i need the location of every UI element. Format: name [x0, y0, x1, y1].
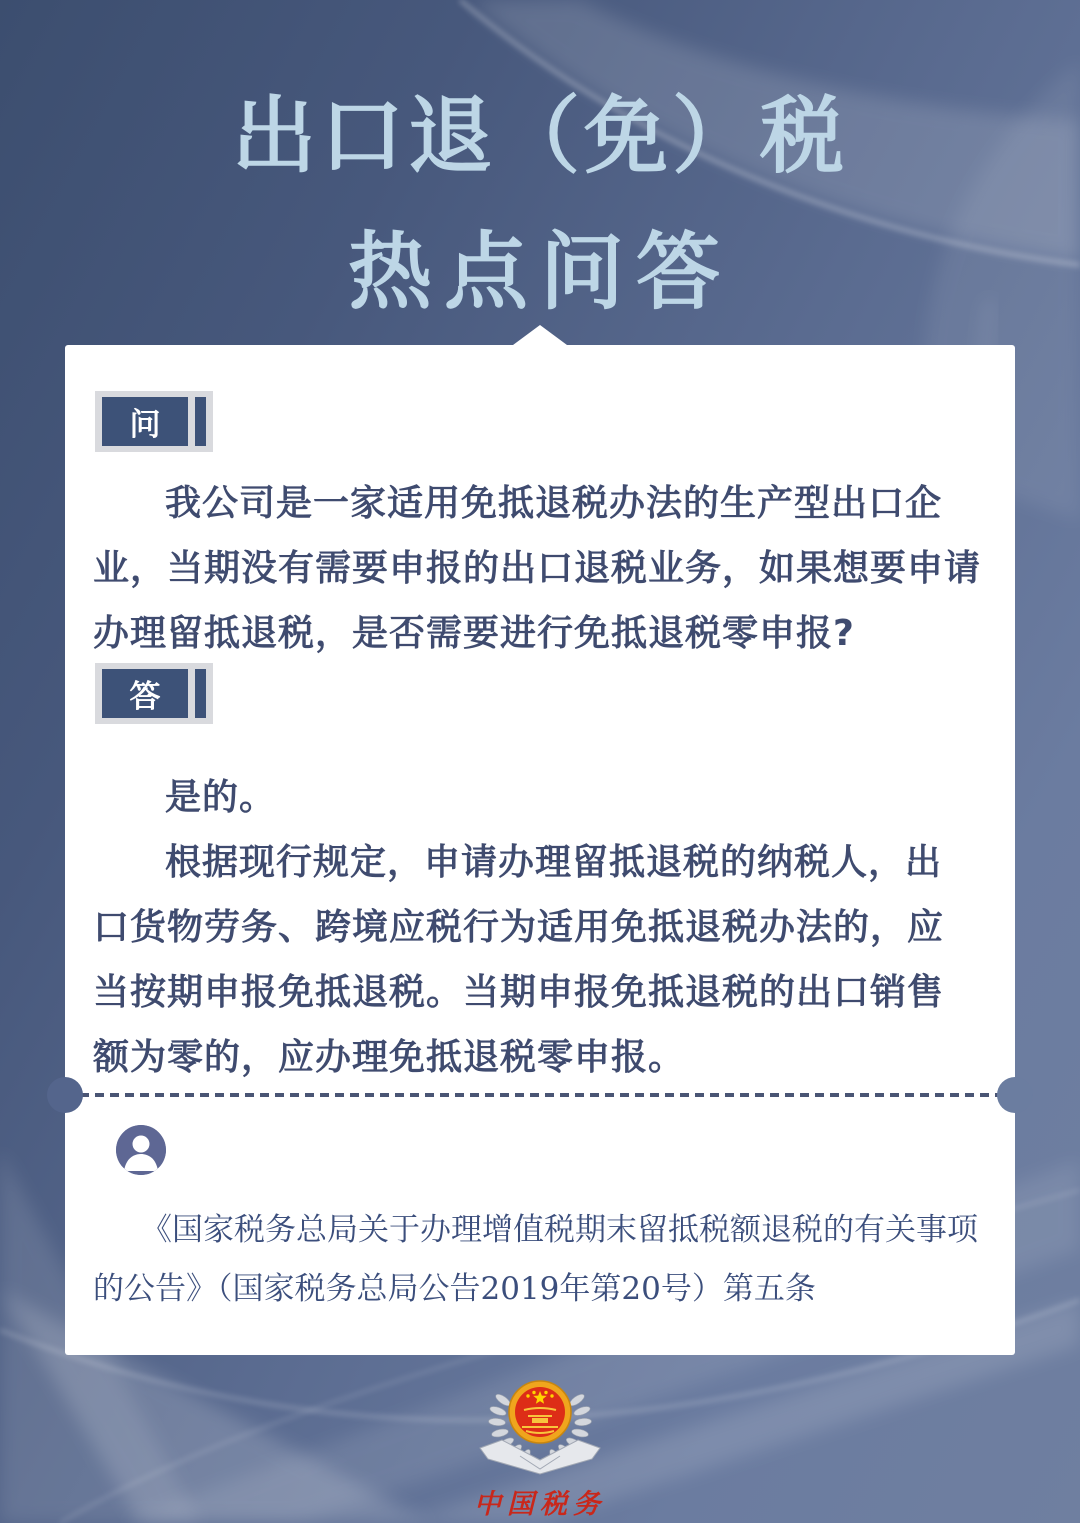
china-tax-emblem-icon [458, 1374, 622, 1480]
question-text-line: 业，当期没有需要申报的出口退税业务，如果想要申请 [93, 548, 982, 589]
citation-text [93, 1201, 998, 1319]
separator-notch-right [997, 1077, 1033, 1113]
question-label-accent-bar [195, 397, 206, 446]
logo-text: 中国税务 [474, 1489, 606, 1520]
answer-text-line: 根据现行规定，申请办理留抵退税的纳税人，出 [165, 842, 943, 883]
citation-line: 的公告》（国家税务总局公告2019年第20号）第五条 [93, 1271, 816, 1307]
qa-card [65, 345, 1015, 1355]
question-label-chip [95, 391, 213, 452]
question-text-line: 我公司是一家适用免抵退税办法的生产型出口企 [165, 483, 943, 524]
dashed-separator [65, 1093, 1015, 1097]
answer-text-line: 口货物劳务、跨境应税行为适用免抵退税办法的，应 [93, 907, 945, 948]
footer-logo [458, 1374, 622, 1521]
poster-title-line2: 热点问答 [347, 222, 732, 321]
question-text [93, 471, 998, 666]
person-avatar-icon [116, 1125, 166, 1175]
card-top-pointer [513, 325, 567, 345]
citation-line: 《国家税务总局关于办理增值税期末留抵税额退税的有关事项 [141, 1212, 978, 1248]
answer-text [93, 765, 998, 1090]
answer-label-chip [95, 663, 213, 724]
answer-label: 答 [102, 669, 188, 718]
separator-notch-left [47, 1077, 83, 1113]
answer-text-line: 额为零的，应办理免抵退税零申报。 [93, 1037, 686, 1078]
answer-label-accent-bar [195, 669, 206, 718]
answer-text-line: 是的。 [165, 777, 277, 818]
answer-text-line: 当按期申报免抵退税。当期申报免抵退税的出口销售 [93, 972, 945, 1013]
question-text-line: 办理留抵退税，是否需要进行免抵退税零申报? [93, 613, 855, 654]
question-label: 问 [102, 397, 188, 446]
poster-title-line1: 出口退（免）税 [231, 86, 848, 185]
